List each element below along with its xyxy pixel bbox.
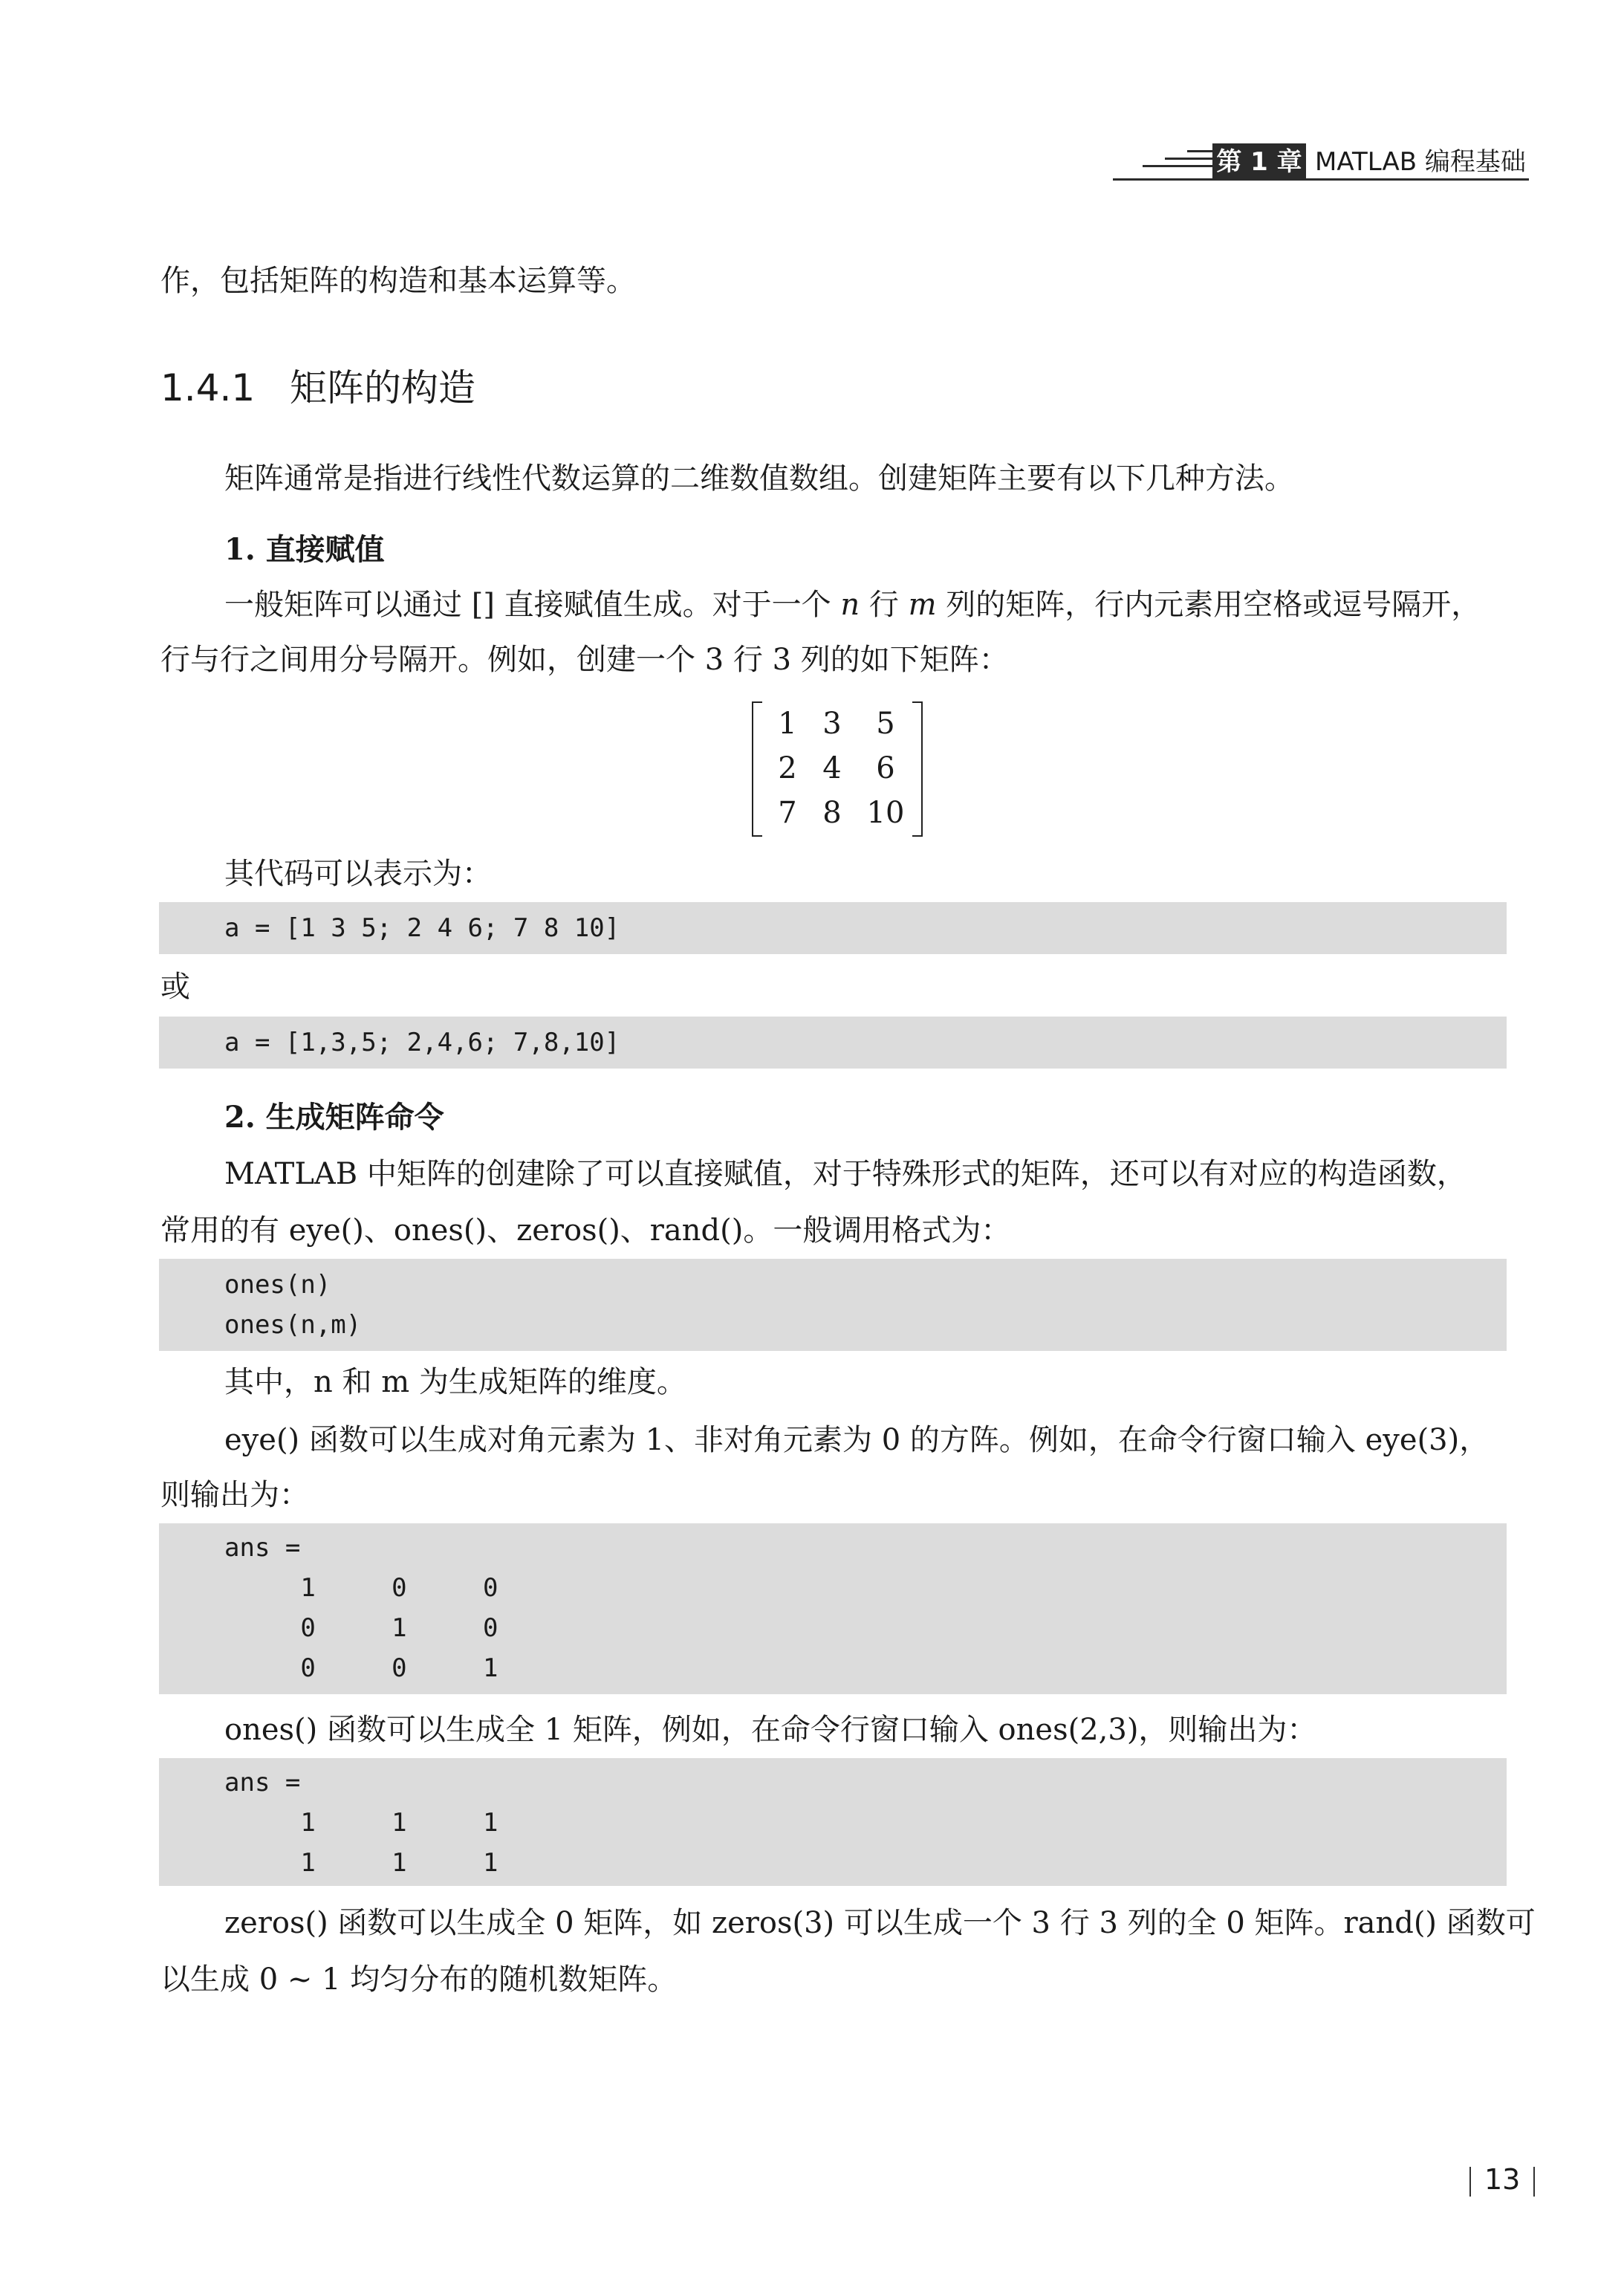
matrix-cell: 8 (822, 796, 842, 830)
code-block (159, 1758, 1507, 1886)
paragraph: 则输出为： (160, 1478, 309, 1512)
text-run: 一般矩阵可以通过 [] 直接赋值生成。对于一个 (224, 588, 841, 622)
code-text: ones(n) ones(n,m) (224, 1270, 362, 1340)
matrix-row (752, 746, 923, 791)
matrix-cell: 2 (778, 751, 797, 785)
page-number-text: 13 (1484, 2163, 1521, 2196)
section-heading (160, 364, 475, 412)
matrix-cell: 3 (822, 707, 842, 741)
paragraph: ones() 函数可以生成全 1 矩阵，例如，在命令行窗口输入 ones(2,3)，则输出为： (224, 1713, 1317, 1747)
matrix-cell: 6 (876, 751, 895, 785)
header-rule (1113, 178, 1529, 181)
intro-text: 作，包括矩阵的构造和基本运算等。 (160, 264, 636, 298)
conjunction-text: 或 (160, 970, 190, 1004)
code-block (159, 1259, 1507, 1351)
folio-bar-left (1469, 2167, 1471, 2197)
running-header-title: MATLAB 编程基础 (1315, 147, 1526, 177)
section-number: 1.4.1 (160, 366, 256, 409)
matrix-display (752, 701, 923, 835)
code-block (159, 1017, 1507, 1069)
matrix-cell: 1 (778, 707, 797, 741)
variable-m: m (908, 588, 937, 622)
matrix-cell: 10 (866, 796, 905, 830)
paragraph: MATLAB 中矩阵的创建除了可以直接赋值，对于特殊形式的矩阵，还可以有对应的构造函数， (224, 1157, 1467, 1191)
matrix-cell: 5 (876, 707, 895, 741)
matrix-cell: 7 (778, 796, 797, 830)
variable-n: n (840, 588, 860, 622)
text-run: 行 (860, 588, 909, 622)
code-text: a = [1,3,5; 2,4,6; 7,8,10] (224, 1028, 620, 1057)
paragraph: zeros() 函数可以生成全 0 矩阵，如 zeros(3) 可以生成一个 3 行 3 列的全 0 矩阵。rand() 函数可 (224, 1906, 1536, 1940)
paragraph: 以生成 0 ~ 1 均匀分布的随机数矩阵。 (160, 1962, 678, 1997)
paragraph (224, 586, 1520, 624)
code-text: ans = 1 0 0 0 1 0 0 0 1 (224, 1533, 498, 1683)
paragraph: 矩阵通常是指进行线性代数运算的二维数值数组。创建矩阵主要有以下几种方法。 (224, 461, 1294, 496)
matrix-row (752, 791, 923, 835)
folio-bar-right (1533, 2167, 1535, 2197)
subheading-generation-commands: 2. 生成矩阵命令 (224, 1100, 444, 1135)
paragraph: 其中，n 和 m 为生成矩阵的维度。 (224, 1365, 686, 1399)
matrix-row (752, 701, 923, 746)
paragraph: eye() 函数可以生成对角元素为 1、非对角元素为 0 的方阵。例如，在命令行窗口输入 eye(3)， (224, 1423, 1490, 1457)
matrix-cell: 4 (822, 751, 842, 785)
chapter-badge: 第 1 章 (1212, 143, 1306, 181)
header-decoration (1113, 140, 1217, 175)
paragraph: 常用的有 eye()、ones()、zeros()、rand()。一般调用格式为： (160, 1213, 1011, 1248)
code-block (159, 1523, 1507, 1694)
paragraph: 其代码可以表示为： (224, 857, 492, 891)
subheading-direct-assignment: 1. 直接赋值 (224, 532, 385, 567)
code-block (159, 902, 1507, 954)
text-run: 列的矩阵，行内元素用空格或逗号隔开， (936, 588, 1481, 622)
page-number (1456, 2161, 1548, 2198)
paragraph: 行与行之间用分号隔开。例如，创建一个 3 行 3 列的如下矩阵： (160, 643, 1009, 677)
code-text: a = [1 3 5; 2 4 6; 7 8 10] (224, 913, 620, 943)
code-text: ans = 1 1 1 1 1 1 (224, 1768, 498, 1878)
section-title: 矩阵的构造 (290, 366, 475, 409)
